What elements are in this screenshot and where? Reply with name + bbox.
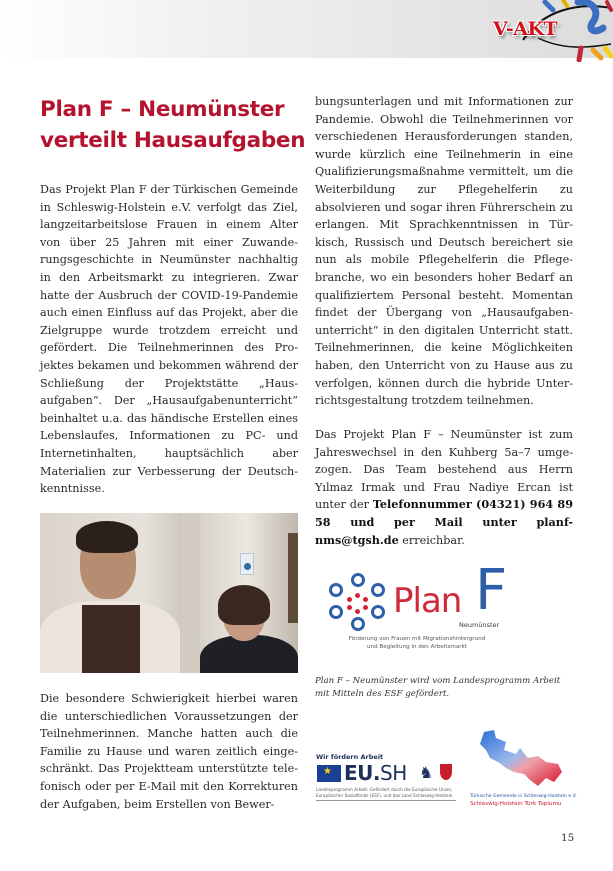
team-photo [40,513,298,673]
tgsh-name-turkish: Schleswig-Holstein Türk Toplumu [470,801,562,807]
logo-caption: Plan F – Neumünster wird vom Landesprogramm Arbeit mit Mitteln des ESF gefördert. [315,676,561,699]
eush-tagline: Wir fördern Arbeit [316,753,384,761]
article-title: Plan F – Neumünster verteilt Hausaufgaben [40,97,306,153]
right-column-paragraph-2 [315,426,573,549]
eush-funding-note: Landesprogramm Arbeit: Gefördert durch die Europäische Union, Europäischer Sozialfonds (ESF), und das Land Schleswig-Holstein [316,787,456,801]
contact-intro: Das Projekt Plan F – Neumünster ist zum Jahreswechsel in den Kuhberg 5a–7 umgezogen. Das Team bestehend aus Herrn Yılmaz Irmak und Frau Nadiye Ercan ist unter der [315,428,573,512]
planf-rings-icon [327,573,389,635]
planf-tagline: Förderung von Frauen mit Migrationshintergrund und Begleitung in den Arbeitsmarkt [348,636,486,650]
right-column-paragraph-1: bungsunterlagen und mit Informationen zur Pandemie. Obwohl die Teilnehmerinnen vor verschiedenen Herausforderungen standen, wurde kürzlich eine Teilnehmerin in eine Qualifizierungsmaßnahme vermittelt, um die Weiterbildung zur Pflegehelferin zu absolvieren und sogar ihren Führerschein zu erlangen. Mit Sprachkenntnissen in Türkisch, Russisch und Deutsch bereichert sie nun als mobile Pflegehelferin die Pflegebranche, wo ein besonders hoher Bedarf an qualifiziertem Personal besteht. Momentan findet der Übergang von „Hausaufgabenunterricht“ in den digitalen Unterricht statt. Teilnehmerinnen, die keine Möglichkeiten haben, den Unterricht von zu Hause aus zu verfolgen, können durch die hybride Unterrichtsgestaltung trotzdem teilnehmen. [315,95,573,408]
tgsh-name-german: Türkische Gemeinde in Schleswig-Holstein e.V. [470,794,577,799]
contact-end: erreichbar. [398,533,465,547]
page-number: 15 [561,832,575,844]
shield-icon [440,764,452,780]
vakt-logo-text: V-AKT [493,18,558,40]
planf-letter: F [475,558,508,623]
planf-word: Plan [393,581,462,621]
planf-logo [315,558,525,660]
left-column-paragraph-1: Das Projekt Plan F der Türkischen Gemeinde in Schleswig-Holstein e.V. verfolgt das Ziel, langzeitarbeitslose Frauen in einem Alter von über 25 Jahren mit einer Zuwanderungsgeschichte in Neumünster nachhaltig in den Arbeitsmarkt zu integrieren. Zwar hatte der Ausbruch der COVID-19-Pandemie auch einen Einfluss auf das Projekt, aber die Zielgruppe wurde trotzdem erreicht und gefördert. Die Teilnehmerinnen des Projektes bekamen und bekommen während der Schließung der Projektstätte „Hausaufgaben“. Der „Hausaufgabenunterricht“ beinhaltet u.a. das händische Erstellen eines Lebenslaufes, Informationen zu PC- und Internetinhalten, hauptsächlich aber Materialien zur Verbesserung der Deutschkenntnisse. [40,183,298,496]
tgsh-logo [470,728,578,818]
eush-logo [315,750,465,815]
wall-sign [240,553,254,575]
contact-details: Telefonnummer (04321) 964 89 58 und per Mail unter planf-nms@tgsh.de [315,497,573,547]
lion-crest-icon: ♞ [419,763,434,782]
left-column-paragraph-2: Die besondere Schwierigkeit hierbei waren die unterschiedlichen Voraussetzungen der Teilnehmerinnen. Manche hatten auch die Familie zu Hause und waren zeitlich eingeschränkt. Das Projektteam unterstützte telefonisch oder per E-Mail mit den Korrekturen der Aufgaben, beim Erstellen von Bewer- [40,692,298,811]
vakt-logo [483,0,613,62]
eush-wordmark: EU.SH [344,761,407,785]
planf-subtitle: Neumünster [459,621,500,629]
eu-flag-icon [317,765,341,782]
schleswig-holstein-map-icon [476,728,566,790]
